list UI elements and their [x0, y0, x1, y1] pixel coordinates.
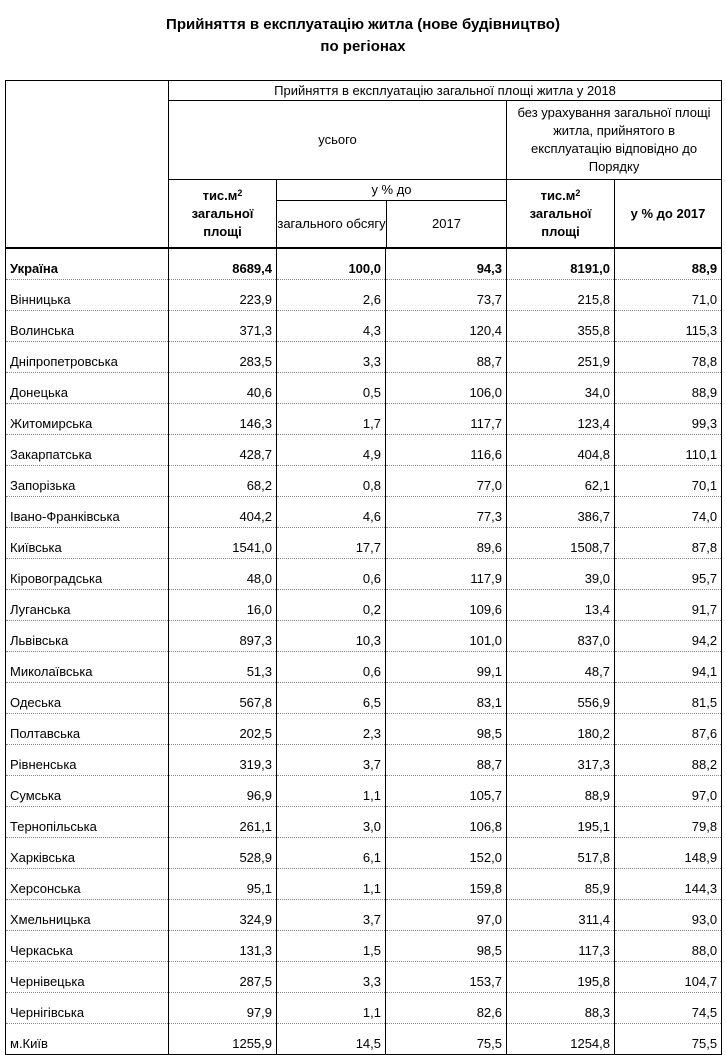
cell-area-excl: 251,9: [507, 342, 615, 373]
cell-area: 287,5: [169, 962, 277, 993]
cell-area-excl: 837,0: [507, 621, 615, 652]
cell-pct2017: 83,1: [386, 683, 507, 714]
cell-pct2017-excl: 88,9: [615, 373, 722, 404]
cell-share: 1,1: [277, 993, 386, 1024]
header-top: Прийняття в експлуатацію загальної площі житла у 2018: [169, 81, 722, 101]
table-row: [6, 807, 722, 838]
housing-table: [5, 80, 722, 1055]
cell-share: 2,6: [277, 280, 386, 311]
cell-pct2017: 77,0: [386, 466, 507, 497]
cell-area: 95,1: [169, 869, 277, 900]
cell-area: 528,9: [169, 838, 277, 869]
cell-pct2017: 77,3: [386, 497, 507, 528]
cell-pct2017-excl: 71,0: [615, 280, 722, 311]
table-row: [6, 559, 722, 590]
cell-region: Вінницька: [6, 280, 169, 311]
cell-area: 319,3: [169, 745, 277, 776]
table-row: [6, 435, 722, 466]
table-row: [6, 714, 722, 745]
cell-pct2017: 105,7: [386, 776, 507, 807]
cell-share: 1,1: [277, 776, 386, 807]
cell-area: 40,6: [169, 373, 277, 404]
table-row: [6, 838, 722, 869]
cell-pct2017-excl: 88,0: [615, 931, 722, 962]
cell-share: 0,5: [277, 373, 386, 404]
cell-share: 1,1: [277, 869, 386, 900]
cell-pct2017-excl: 91,7: [615, 590, 722, 621]
cell-area-excl: 117,3: [507, 931, 615, 962]
header-year-2017: 2017: [432, 216, 461, 231]
cell-region: Львівська: [6, 621, 169, 652]
cell-pct2017-excl: 74,5: [615, 993, 722, 1024]
cell-region: Донецька: [6, 373, 169, 404]
cell-area: 324,9: [169, 900, 277, 931]
table-row: [6, 590, 722, 621]
cell-pct2017-excl: 81,5: [615, 683, 722, 714]
page-title: Прийняття в експлуатацію житла (нове будівництво): [166, 16, 560, 33]
header-unit: $тис.м^2$ загальної площі: [169, 180, 277, 249]
table-row: [6, 404, 722, 435]
cell-region: Херсонська: [6, 869, 169, 900]
cell-area: 371,3: [169, 311, 277, 342]
cell-area-excl: 8191,0: [507, 248, 615, 280]
cell-area: 16,0: [169, 590, 277, 621]
cell-region: Черкаська: [6, 931, 169, 962]
cell-pct2017: 88,7: [386, 342, 507, 373]
cell-region: Сумська: [6, 776, 169, 807]
cell-area: 51,3: [169, 652, 277, 683]
cell-region: Івано-Франківська: [6, 497, 169, 528]
cell-area-excl: 517,8: [507, 838, 615, 869]
cell-region: Чернігівська: [6, 993, 169, 1024]
cell-pct2017: 82,6: [386, 993, 507, 1024]
cell-area-excl: 13,4: [507, 590, 615, 621]
cell-area: 131,3: [169, 931, 277, 962]
cell-area-excl: 195,1: [507, 807, 615, 838]
cell-area-excl: 556,9: [507, 683, 615, 714]
cell-pct2017: 152,0: [386, 838, 507, 869]
table-row: [6, 248, 722, 280]
cell-pct2017: 159,8: [386, 869, 507, 900]
table-row: [6, 993, 722, 1024]
cell-pct2017-excl: 115,3: [615, 311, 722, 342]
cell-pct2017: 116,6: [386, 435, 507, 466]
table-body: [6, 248, 722, 1055]
cell-pct2017-excl: 70,1: [615, 466, 722, 497]
cell-region: Волинська: [6, 311, 169, 342]
header-excluding: без урахування загальної площі житла, прийнятого в експлуатацію відповідно до Порядку: [507, 101, 722, 180]
cell-pct2017-excl: 110,1: [615, 435, 722, 466]
cell-area: 8689,4: [169, 248, 277, 280]
cell-region: Харківська: [6, 838, 169, 869]
cell-region: Київська: [6, 528, 169, 559]
cell-pct2017-excl: 74,0: [615, 497, 722, 528]
cell-pct2017: 98,5: [386, 931, 507, 962]
cell-pct2017-excl: 144,3: [615, 869, 722, 900]
table-row: [6, 683, 722, 714]
cell-area-excl: 62,1: [507, 466, 615, 497]
cell-region: Миколаївська: [6, 652, 169, 683]
table-row: [6, 466, 722, 497]
cell-region: м.Київ: [6, 1024, 169, 1055]
header-total-volume: загального обсягу: [277, 201, 387, 247]
cell-pct2017: 89,6: [386, 528, 507, 559]
cell-area-excl: 1508,7: [507, 528, 615, 559]
cell-area: 261,1: [169, 807, 277, 838]
cell-pct2017-excl: 88,9: [615, 248, 722, 280]
cell-area-excl: 215,8: [507, 280, 615, 311]
cell-region: Одеська: [6, 683, 169, 714]
cell-area-excl: 317,3: [507, 745, 615, 776]
cell-area-excl: 123,4: [507, 404, 615, 435]
table-row: [6, 311, 722, 342]
cell-share: 4,3: [277, 311, 386, 342]
cell-share: 3,3: [277, 962, 386, 993]
cell-area: 283,5: [169, 342, 277, 373]
cell-share: 100,0: [277, 248, 386, 280]
cell-pct2017: 98,5: [386, 714, 507, 745]
cell-pct2017-excl: 79,8: [615, 807, 722, 838]
cell-area: 404,2: [169, 497, 277, 528]
cell-share: 17,7: [277, 528, 386, 559]
header-total: усього: [169, 101, 507, 180]
cell-pct2017-excl: 97,0: [615, 776, 722, 807]
cell-pct2017: 97,0: [386, 900, 507, 931]
cell-area-excl: 311,4: [507, 900, 615, 931]
cell-share: 6,5: [277, 683, 386, 714]
cell-pct2017-excl: 95,7: [615, 559, 722, 590]
cell-area-excl: 88,3: [507, 993, 615, 1024]
cell-share: 4,9: [277, 435, 386, 466]
cell-area: 97,9: [169, 993, 277, 1024]
cell-share: 1,7: [277, 404, 386, 435]
cell-area-excl: 48,7: [507, 652, 615, 683]
cell-area-excl: 386,7: [507, 497, 615, 528]
cell-region: Кіровоградська: [6, 559, 169, 590]
cell-pct2017: 88,7: [386, 745, 507, 776]
cell-region: Хмельницька: [6, 900, 169, 931]
cell-pct2017: 73,7: [386, 280, 507, 311]
cell-share: 6,1: [277, 838, 386, 869]
cell-region: Запорізька: [6, 466, 169, 497]
cell-region: Рівненська: [6, 745, 169, 776]
header-pct-2017-excl: у % до 2017: [615, 180, 722, 249]
cell-pct2017: 117,7: [386, 404, 507, 435]
cell-region: Чернівецька: [6, 962, 169, 993]
cell-area-excl: 39,0: [507, 559, 615, 590]
cell-area-excl: 1254,8: [507, 1024, 615, 1055]
cell-share: 14,5: [277, 1024, 386, 1055]
cell-pct2017: 109,6: [386, 590, 507, 621]
cell-pct2017-excl: 87,8: [615, 528, 722, 559]
table-row: [6, 962, 722, 993]
cell-area: 68,2: [169, 466, 277, 497]
cell-area-excl: 180,2: [507, 714, 615, 745]
cell-pct2017-excl: 99,3: [615, 404, 722, 435]
cell-area-excl: 355,8: [507, 311, 615, 342]
table-row: [6, 280, 722, 311]
table-row: [6, 652, 722, 683]
cell-area: 146,3: [169, 404, 277, 435]
cell-pct2017: 94,3: [386, 248, 507, 280]
cell-pct2017-excl: 94,1: [615, 652, 722, 683]
table-row: [6, 869, 722, 900]
cell-area-excl: 404,8: [507, 435, 615, 466]
cell-pct2017-excl: 94,2: [615, 621, 722, 652]
cell-area-excl: 85,9: [507, 869, 615, 900]
cell-area-excl: 195,8: [507, 962, 615, 993]
table-row: [6, 900, 722, 931]
header-pct-group: [277, 180, 507, 249]
cell-pct2017: 106,0: [386, 373, 507, 404]
table-row: [6, 745, 722, 776]
cell-share: 3,7: [277, 900, 386, 931]
cell-share: 1,5: [277, 931, 386, 962]
table-row: [6, 776, 722, 807]
cell-pct2017: 120,4: [386, 311, 507, 342]
cell-share: 0,6: [277, 559, 386, 590]
cell-region: Тернопільська: [6, 807, 169, 838]
cell-pct2017-excl: 87,6: [615, 714, 722, 745]
cell-region: Житомирська: [6, 404, 169, 435]
page-subtitle: по регіонах: [320, 38, 406, 55]
header-pct-to: у % до: [277, 180, 506, 201]
cell-area: 1541,0: [169, 528, 277, 559]
cell-pct2017-excl: 75,5: [615, 1024, 722, 1055]
cell-pct2017: 101,0: [386, 621, 507, 652]
cell-share: 3,3: [277, 342, 386, 373]
cell-pct2017: 106,8: [386, 807, 507, 838]
cell-pct2017: 153,7: [386, 962, 507, 993]
cell-area: 223,9: [169, 280, 277, 311]
cell-pct2017: 117,9: [386, 559, 507, 590]
table-row: [6, 528, 722, 559]
cell-area-excl: 34,0: [507, 373, 615, 404]
cell-area: 202,5: [169, 714, 277, 745]
cell-region: Закарпатська: [6, 435, 169, 466]
cell-region: Дніпропетровська: [6, 342, 169, 373]
cell-share: 0,6: [277, 652, 386, 683]
table-row: [6, 931, 722, 962]
cell-share: 0,8: [277, 466, 386, 497]
table-row: [6, 342, 722, 373]
cell-pct2017-excl: 93,0: [615, 900, 722, 931]
cell-area: 567,8: [169, 683, 277, 714]
cell-share: 2,3: [277, 714, 386, 745]
cell-region: Україна: [6, 248, 169, 280]
table-row: [6, 1024, 722, 1055]
table-row: [6, 621, 722, 652]
cell-area: 428,7: [169, 435, 277, 466]
cell-pct2017-excl: 78,8: [615, 342, 722, 373]
cell-pct2017-excl: 148,9: [615, 838, 722, 869]
header-region-cell: [6, 81, 169, 249]
cell-pct2017-excl: 104,7: [615, 962, 722, 993]
cell-area-excl: 88,9: [507, 776, 615, 807]
cell-area: 96,9: [169, 776, 277, 807]
cell-pct2017: 99,1: [386, 652, 507, 683]
cell-share: 3,7: [277, 745, 386, 776]
cell-area: 897,3: [169, 621, 277, 652]
cell-share: 3,0: [277, 807, 386, 838]
cell-pct2017-excl: 88,2: [615, 745, 722, 776]
cell-area: 48,0: [169, 559, 277, 590]
cell-region: Луганська: [6, 590, 169, 621]
cell-region: Полтавська: [6, 714, 169, 745]
cell-share: 0,2: [277, 590, 386, 621]
cell-area: 1255,9: [169, 1024, 277, 1055]
header-unit-excl: $тис.м^2$ загальної площі: [507, 180, 615, 249]
cell-share: 4,6: [277, 497, 386, 528]
cell-pct2017: 75,5: [386, 1024, 507, 1055]
table-row: [6, 497, 722, 528]
cell-share: 10,3: [277, 621, 386, 652]
table-row: [6, 373, 722, 404]
